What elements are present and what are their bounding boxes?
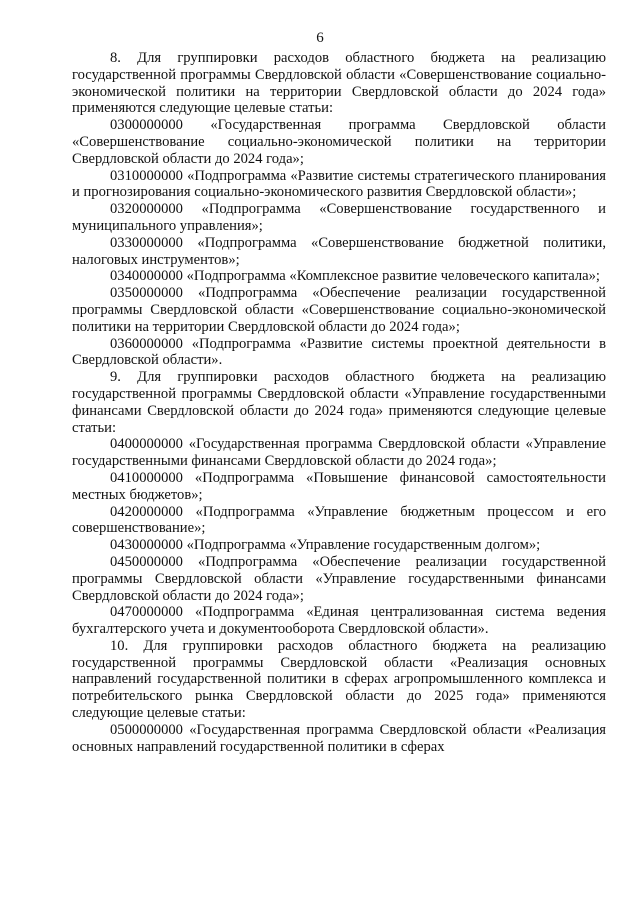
list-item: 0340000000 «Подпрограмма «Комплексное развитие человеческого капитала»; [110,268,600,285]
list-item: 0450000000 «Подпрограмма «Обеспечение реализации государственной программы Свердловской области «Управление государственными финансами Свердловской области до 2024 года»; [72,553,606,604]
list-item: 0320000000 «Подпрограмма «Совершенствование государственного и муниципального управления»; [72,201,606,234]
list-item: 0360000000 «Подпрограмма «Развитие системы проектной деятельности в Свердловской области». [72,335,606,369]
page-number: 6 [316,30,324,46]
paragraph-8-intro: 8. Для группировки расходов областного бюджета на реализацию государственной программы Свердловской области «Совершенствование социально-экономической политики на территории Свердловской области до 2024 года» применяются следующие целевые статьи: [72,50,606,117]
list-item: 0310000000 «Подпрограмма «Развитие системы стратегического планирования и прогнозирования социально-экономического развития Свердловской области»; [72,167,606,201]
paragraph-9-intro: 9. Для группировки расходов областного бюджета на реализацию государственной программы Свердловской области «Управление государственными финансами Свердловской области до 2024 года» применяются следующие целевые статьи: [72,369,606,436]
list-item: 0330000000 «Подпрограмма «Совершенствование бюджетной политики, налоговых инструментов»; [72,234,606,268]
list-item: 0420000000 «Подпрограмма «Управление бюджетным процессом и его совершенствование»; [72,503,606,537]
paragraph-10-intro: 10. Для группировки расходов областного бюджета на реализацию государственной программы Свердловской области «Реализация основных направлений государственной политики в сферах агропромышленного комплекса и потребительского рынка Свердловской области до 2025 года» применяются следующие целевые статьи: [72,637,606,722]
list-item: 0410000000 «Подпрограмма «Повышение финансовой самостоятельности местных бюджетов»; [72,469,606,503]
document-body [72,50,606,755]
list-item: 0350000000 «Подпрограмма «Обеспечение реализации государственной программы Свердловской области «Совершенствование социально-экономической политики на территории Свердловской области до 2024 года»; [72,285,606,335]
list-item: 0430000000 «Подпрограмма «Управление государственным долгом»; [110,537,541,554]
list-item: 0400000000 «Государственная программа Свердловской области «Управление государственными финансами Свердловской области до 2024 года»; [72,436,606,470]
list-item: 0470000000 «Подпрограмма «Единая централизованная система ведения бухгалтерского учета и документооборота Свердловской области». [72,604,606,638]
list-item: 0500000000 «Государственная программа Свердловской области «Реализация основных направлений государственной политики в сферах [72,721,606,755]
list-item: 0300000000 «Государственная программа Свердловской области «Совершенствование социально-экономической политики на территории Свердловской области до 2024 года»; [72,117,606,167]
